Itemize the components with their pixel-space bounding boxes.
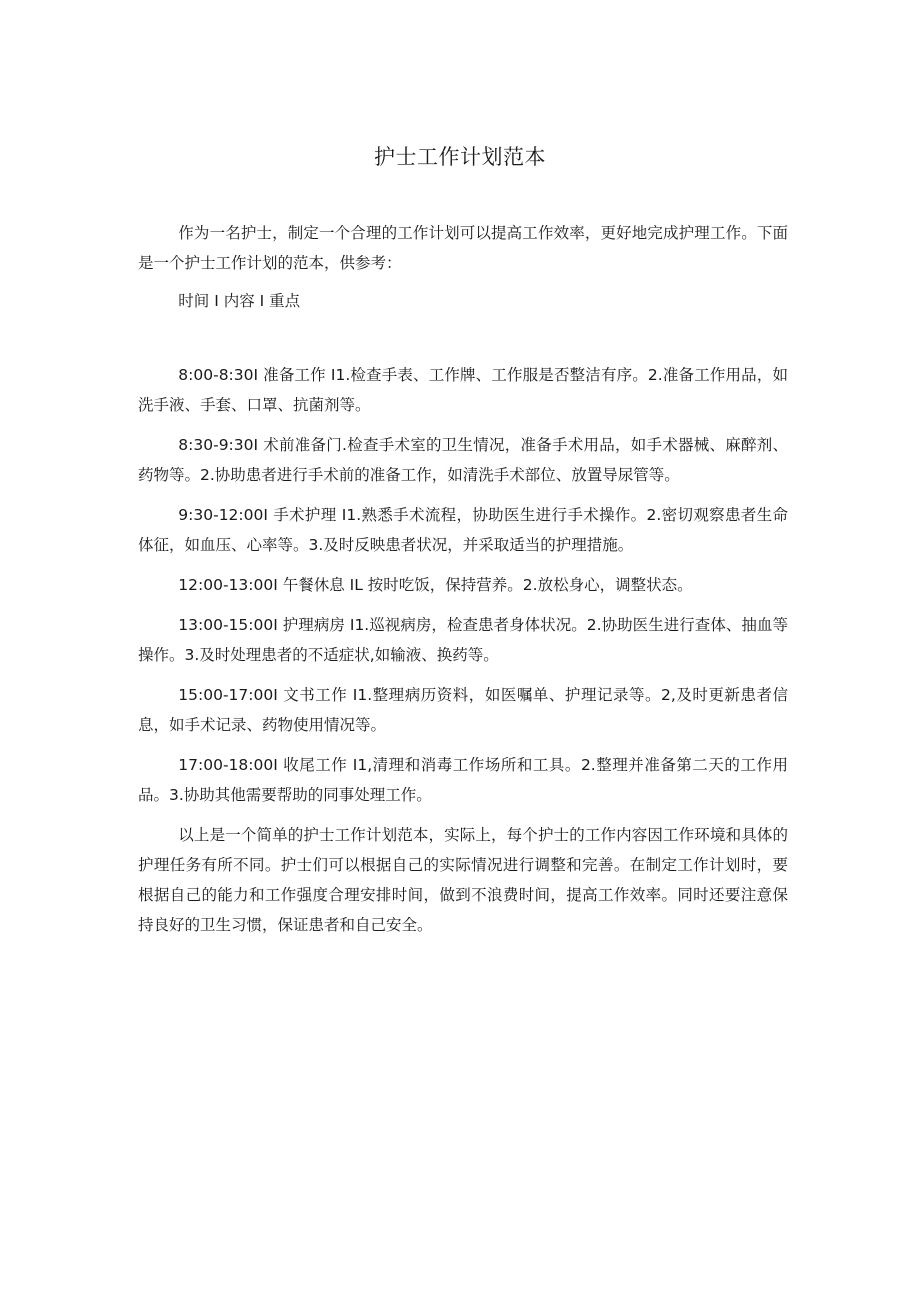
conclusion-paragraph: 以上是一个简单的护士工作计划范本，实际上，每个护士的工作内容因工作环境和具体的护理任务有所不同。护士们可以根据自己的实际情况进行调整和完善。在制定工作计划时，要根据自己的能力和工作强度合理安排时间，做到不浪费时间，提高工作效率。同时还要注意保持良好的卫生习惯，保证患者和自己安全。 <box>138 826 788 934</box>
schedule-item: 8:30-9:30I 术前准备门.检查手术室的卫生情况，准备手术用品，如手术器械、麻醉剂、药物等。2.协助患者进行手术前的准备工作，如清洗手术部位、放置导尿管等。 <box>138 436 788 484</box>
schedule-item: 9:30-12:00I 手术护理 I1.熟悉手术流程，协助医生进行手术操作。2.密切观察患者生命体征，如血压、心率等。3.及时反映患者状况，并采取适当的护理措施。 <box>138 506 788 554</box>
schedule-item: 17:00-18:00I 收尾工作 I1,清理和消毒工作场所和工具。2.整理并准备第二天的工作用品。3.协助其他需要帮助的同事处理工作。 <box>138 756 788 804</box>
document-body <box>138 218 788 940</box>
schedule-item: 8:00-8:30I 准备工作 I1.检查手表、工作牌、工作服是否整洁有序。2.准备工作用品，如洗手液、手套、口罩、抗菌剂等。 <box>138 366 788 414</box>
intro-paragraph: 作为一名护士，制定一个合理的工作计划可以提高工作效率，更好地完成护理工作。下面是一个护士工作计划的范本，供参考： <box>138 224 788 272</box>
schedule-header: 时间 I 内容 I 重点 <box>178 292 301 310</box>
document-title: 护士工作计划范本 <box>374 145 546 169</box>
schedule-item: 13:00-15:00I 护理病房 I1.巡视病房，检查患者身体状况。2.协助医生进行查体、抽血等操作。3.及时处理患者的不适症状,如输液、换药等。 <box>138 616 788 664</box>
schedule-item: 15:00-17:00I 文书工作 I1.整理病历资料，如医嘱单、护理记录等。2,及时更新患者信息，如手术记录、药物使用情况等。 <box>138 686 788 734</box>
schedule-item: 12:00-13:00I 午餐休息 IL 按时吃饭，保持营养。2.放松身心，调整状态。 <box>178 576 693 594</box>
